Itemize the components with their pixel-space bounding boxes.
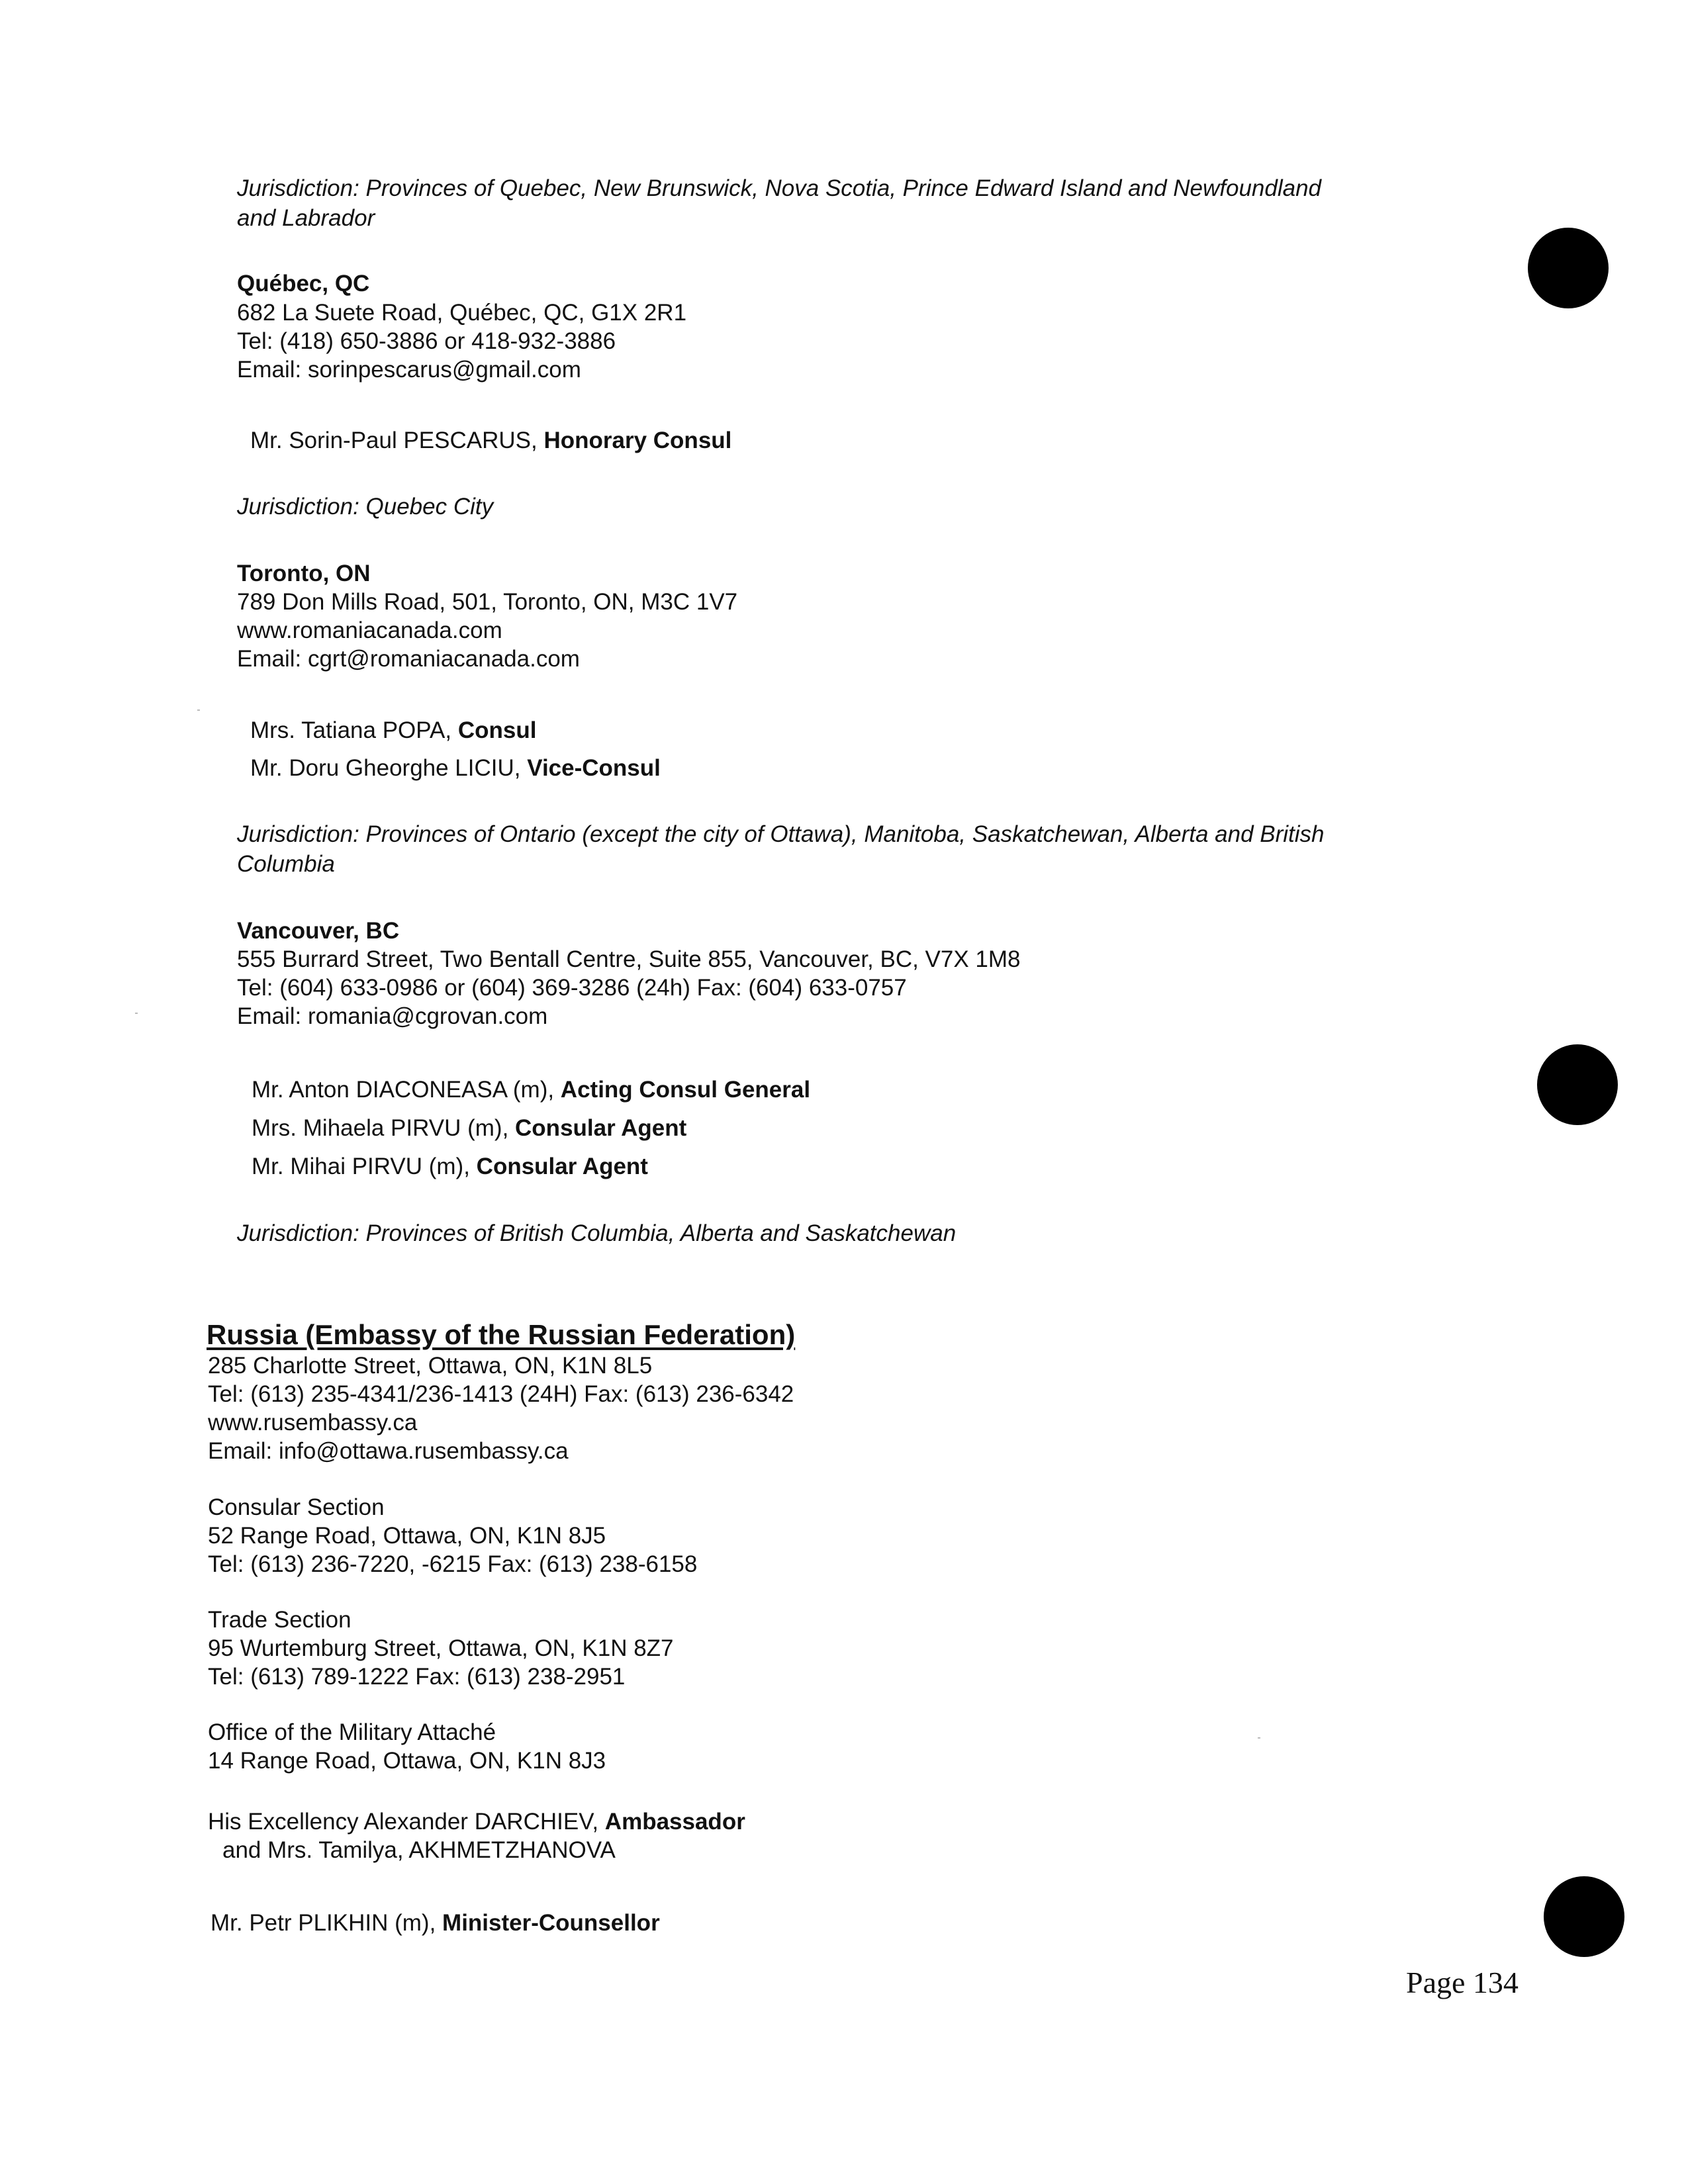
- staff-title: Acting Consul General: [560, 1077, 811, 1103]
- staff-title: Consul: [457, 717, 537, 743]
- russia-email: Email: info@ottawa.rusembassy.ca: [208, 1438, 569, 1464]
- trade-section-label: Trade Section: [208, 1607, 352, 1633]
- russia-website: www.rusembassy.ca: [208, 1410, 418, 1435]
- consular-section-address: 52 Range Road, Ottawa, ON, K1N 8J5: [208, 1523, 606, 1549]
- military-attache-label: Office of the Military Attaché: [208, 1719, 496, 1745]
- scan-speck: [135, 1013, 138, 1014]
- punch-hole-mark: [1537, 1044, 1618, 1125]
- staff-title: Vice-Consul: [527, 755, 661, 781]
- staff-name: Mr. Mihai PIRVU (m),: [252, 1154, 477, 1179]
- trade-section-address: 95 Wurtemburg Street, Ottawa, ON, K1N 8Z7: [208, 1635, 674, 1661]
- staff-name: Mr. Doru Gheorghe LICIU,: [250, 755, 528, 781]
- staff-title: Ambassador: [604, 1809, 745, 1835]
- jurisdiction-montreal-line1: Jurisdiction: Provinces of Quebec, New Brunswick, Nova Scotia, Prince Edward Island and Newfoundland: [237, 175, 1322, 201]
- toronto-jurisdiction-line1: Jurisdiction: Provinces of Ontario (except the city of Ottawa), Manitoba, Saskatchewan, Alberta and British: [237, 821, 1325, 847]
- toronto-staff-entry: [250, 717, 536, 745]
- vancouver-staff-entry: [252, 1076, 810, 1104]
- toronto-website: www.romaniacanada.com: [237, 617, 502, 643]
- staff-title: Consular Agent: [476, 1154, 648, 1179]
- russia-embassy-heading: Russia (Embassy of the Russian Federation): [207, 1319, 796, 1350]
- quebec-address: 682 La Suete Road, Québec, QC, G1X 2R1: [237, 300, 687, 326]
- toronto-email: Email: cgrt@romaniacanada.com: [237, 646, 580, 672]
- punch-hole-mark: [1528, 228, 1609, 308]
- ambassador-spouse: and Mrs. Tamilya, AKHMETZHANOVA: [222, 1837, 616, 1863]
- vancouver-staff-entry: [252, 1115, 686, 1142]
- vancouver-staff-entry: [252, 1153, 648, 1181]
- military-attache-address: 14 Range Road, Ottawa, ON, K1N 8J3: [208, 1748, 606, 1774]
- russia-tel-fax: Tel: (613) 235-4341/236-1413 (24H) Fax: (613) 236-6342: [208, 1381, 794, 1407]
- vancouver-address: 555 Burrard Street, Two Bentall Centre, Suite 855, Vancouver, BC, V7X 1M8: [237, 946, 1021, 972]
- staff-name: Mrs. Mihaela PIRVU (m),: [252, 1115, 516, 1141]
- consular-section-label: Consular Section: [208, 1494, 385, 1520]
- vancouver-email: Email: romania@cgrovan.com: [237, 1003, 548, 1029]
- quebec-email: Email: sorinpescarus@gmail.com: [237, 357, 581, 383]
- trade-section-tel-fax: Tel: (613) 789-1222 Fax: (613) 238-2951: [208, 1664, 626, 1690]
- vancouver-tel-fax: Tel: (604) 633-0986 or (604) 369-3286 (24h) Fax: (604) 633-0757: [237, 975, 907, 1001]
- quebec-staff-entry: [250, 427, 731, 455]
- jurisdiction-montreal-line2: and Labrador: [237, 205, 375, 231]
- staff-title: Minister-Counsellor: [442, 1910, 660, 1936]
- toronto-staff-entry: [250, 754, 661, 782]
- punch-hole-mark: [1544, 1876, 1624, 1957]
- staff-title: Honorary Consul: [543, 428, 732, 453]
- staff-name: Mr. Petr PLIKHIN (m),: [211, 1910, 443, 1936]
- scan-speck: [1258, 1737, 1260, 1739]
- staff-name: Mrs. Tatiana POPA,: [250, 717, 458, 743]
- quebec-city-heading: Québec, QC: [237, 271, 370, 296]
- minister-counsellor-entry: [211, 1909, 660, 1937]
- ambassador-entry: [208, 1808, 745, 1836]
- quebec-tel: Tel: (418) 650-3886 or 418-932-3886: [237, 328, 616, 354]
- staff-name: His Excellency Alexander DARCHIEV,: [208, 1809, 605, 1835]
- vancouver-jurisdiction: Jurisdiction: Provinces of British Columbia, Alberta and Saskatchewan: [237, 1220, 957, 1246]
- page-number: Page 134: [1406, 1966, 1519, 1999]
- quebec-jurisdiction: Jurisdiction: Quebec City: [237, 494, 494, 520]
- staff-name: Mr. Anton DIACONEASA (m),: [252, 1077, 561, 1103]
- staff-name: Mr. Sorin-Paul PESCARUS,: [250, 428, 544, 453]
- vancouver-city-heading: Vancouver, BC: [237, 918, 400, 944]
- russia-address: 285 Charlotte Street, Ottawa, ON, K1N 8L5: [208, 1353, 653, 1379]
- toronto-address: 789 Don Mills Road, 501, Toronto, ON, M3C 1V7: [237, 589, 738, 615]
- toronto-jurisdiction-line2: Columbia: [237, 851, 335, 877]
- staff-title: Consular Agent: [515, 1115, 687, 1141]
- scan-speck: [197, 709, 200, 711]
- consular-section-tel-fax: Tel: (613) 236-7220, -6215 Fax: (613) 238-6158: [208, 1551, 698, 1577]
- toronto-city-heading: Toronto, ON: [237, 561, 371, 586]
